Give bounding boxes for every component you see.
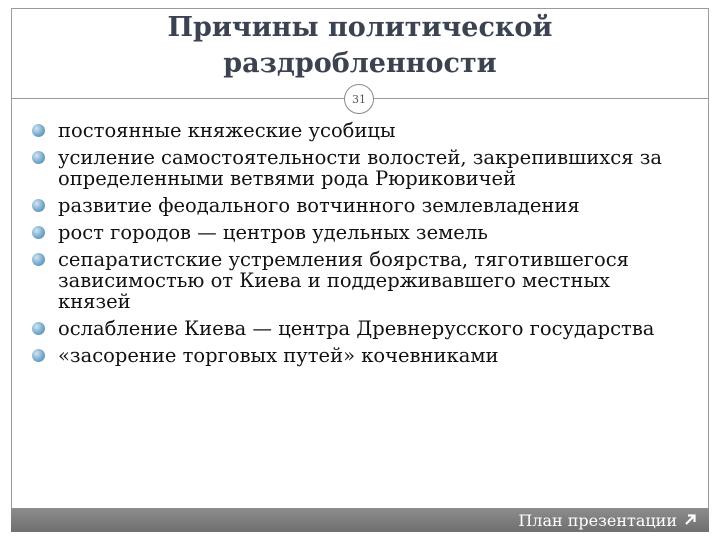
footer-bar (11, 508, 709, 532)
presentation-plan-link[interactable] (518, 510, 697, 530)
list-item (28, 345, 688, 366)
bullet-dot-icon (32, 199, 45, 212)
presentation-plan-label: План презентации (518, 510, 677, 530)
list-item (28, 249, 688, 312)
list-item-text: рост городов — центров удельных земель (58, 221, 488, 244)
list-item (28, 147, 688, 189)
arrow-up-right-icon (683, 513, 697, 527)
title-line-1: Причины политической (167, 12, 553, 43)
bullet-dot-icon (32, 226, 45, 239)
list-item-text: усиление самостоятельности волостей, закрепившихся за определенными ветвями рода Рюриковичей (58, 146, 662, 190)
list-item (28, 195, 688, 216)
list-item (28, 222, 688, 243)
bullet-list (28, 120, 688, 372)
bullet-dot-icon (32, 151, 45, 164)
list-item-text: «засорение торговых путей» кочевниками (58, 344, 499, 367)
list-item-text: постоянные княжеские усобицы (58, 119, 396, 142)
bullet-dot-icon (32, 253, 45, 266)
list-item (28, 120, 688, 141)
bullet-dot-icon (32, 124, 45, 137)
list-item-text: развитие феодального вотчинного землевладения (58, 194, 580, 217)
list-item-text: ослабление Киева — центра Древнерусского государства (58, 317, 655, 340)
bullet-dot-icon (32, 349, 45, 362)
title-line-2: раздробленности (223, 48, 497, 79)
slide-title (11, 8, 709, 82)
slide-number: 31 (344, 84, 374, 114)
bullet-dot-icon (32, 322, 45, 335)
list-item (28, 318, 688, 339)
list-item-text: сепаратистские устремления боярства, тяготившегося зависимостью от Киева и поддерживавшего местных князей (58, 248, 629, 313)
